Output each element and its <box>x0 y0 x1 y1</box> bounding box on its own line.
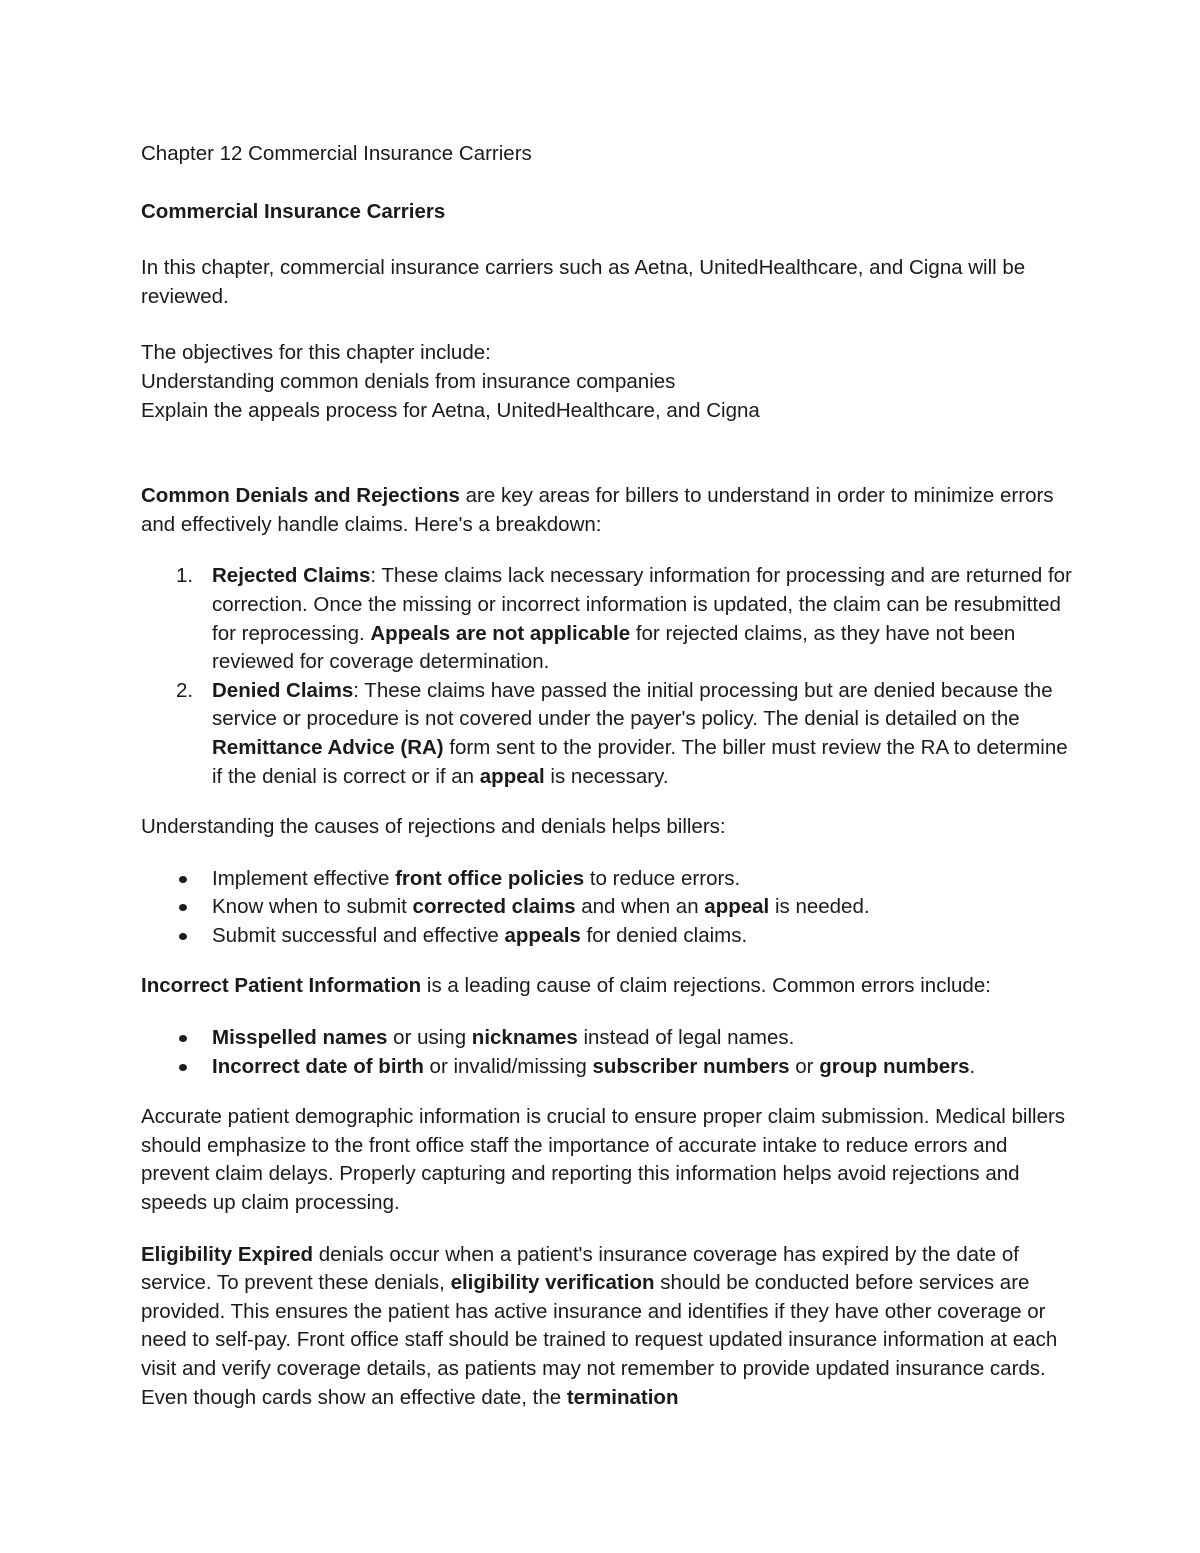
list-item <box>141 562 1076 676</box>
list-item-text: Know when to submit corrected claims and when an appeal is needed. <box>212 895 870 919</box>
incorrect-info-bullet-list <box>141 1024 1076 1081</box>
bullet-icon <box>179 1035 187 1042</box>
demographics-paragraph: Accurate patient demographic information is crucial to ensure proper claim submission. Medical billers should emphasize to the front office staff the importance of accurate intake to reduce errors and prevent claim delays. Properly capturing and reporting this information helps avoid rejections and speeds up claim processing. <box>141 1105 1066 1215</box>
list-number: 2. <box>176 678 194 702</box>
bullet-icon <box>179 933 187 940</box>
list-item-text: Rejected Claims: These claims lack necessary information for processing and are returned for correction. Once the missing or incorrect information is updated, the claim can be resubmitted for reprocessing. Appeals are not applicable for rejected claims, as they have not been reviewed for coverage determination. <box>212 564 1072 674</box>
objectives-block <box>141 339 1076 425</box>
bullet-icon <box>179 876 187 883</box>
list-number: 1. <box>176 564 194 588</box>
list-item <box>141 922 1076 951</box>
list-item <box>141 1053 1076 1082</box>
bullet-icon <box>179 904 187 911</box>
causes-lead: Understanding the causes of rejections and denials helps billers: <box>141 815 726 839</box>
list-item-text: Implement effective front office policies to reduce errors. <box>212 866 741 890</box>
list-item <box>141 893 1076 922</box>
denials-intro-paragraph: Common Denials and Rejections are key areas for billers to understand in order to minimize errors and effectively handle claims. Here's a breakdown: <box>141 484 1054 536</box>
objectives-lead: The objectives for this chapter include: <box>141 341 491 365</box>
section-heading: Commercial Insurance Carriers <box>141 199 446 223</box>
document-page <box>141 140 1076 1412</box>
list-item <box>141 865 1076 894</box>
chapter-title: Chapter 12 Commercial Insurance Carriers <box>141 142 532 165</box>
list-item-text: Submit successful and effective appeals for denied claims. <box>212 923 748 947</box>
list-item <box>141 677 1076 791</box>
causes-bullet-list <box>141 865 1076 951</box>
bullet-icon <box>179 1064 187 1071</box>
intro-paragraph: In this chapter, commercial insurance carriers such as Aetna, UnitedHealthcare, and Cigna will be reviewed. <box>141 256 1026 308</box>
objective-item: Understanding common denials from insurance companies <box>141 369 676 393</box>
list-item-text: Incorrect date of birth or invalid/missing subscriber numbers or group numbers. <box>212 1054 976 1078</box>
list-item <box>141 1024 1076 1053</box>
eligibility-paragraph: Eligibility Expired denials occur when a patient's insurance coverage has expired by the date of service. To prevent these denials, eligibility verification should be conducted before services are provided. This ensures the patient has active insurance and identifies if they have other coverage or need to self-pay. Front office staff should be trained to request updated insurance information at each visit and verify coverage details, as patients may not remember to provide updated insurance cards. Even though cards show an effective date, the termination <box>141 1242 1058 1409</box>
list-item-text: Denied Claims: These claims have passed the initial processing but are denied because the service or procedure is not covered under the payer's policy. The denial is detailed on the Remittance Advice (RA) form sent to the provider. The biller must review the RA to determine if the denial is correct or if an appeal is necessary. <box>212 678 1068 788</box>
claims-numbered-list <box>141 562 1076 791</box>
list-item-text: Misspelled names or using nicknames instead of legal names. <box>212 1026 795 1050</box>
incorrect-info-lead: Incorrect Patient Information is a leading cause of claim rejections. Common errors include: <box>141 974 991 998</box>
objective-item: Explain the appeals process for Aetna, UnitedHealthcare, and Cigna <box>141 398 760 422</box>
